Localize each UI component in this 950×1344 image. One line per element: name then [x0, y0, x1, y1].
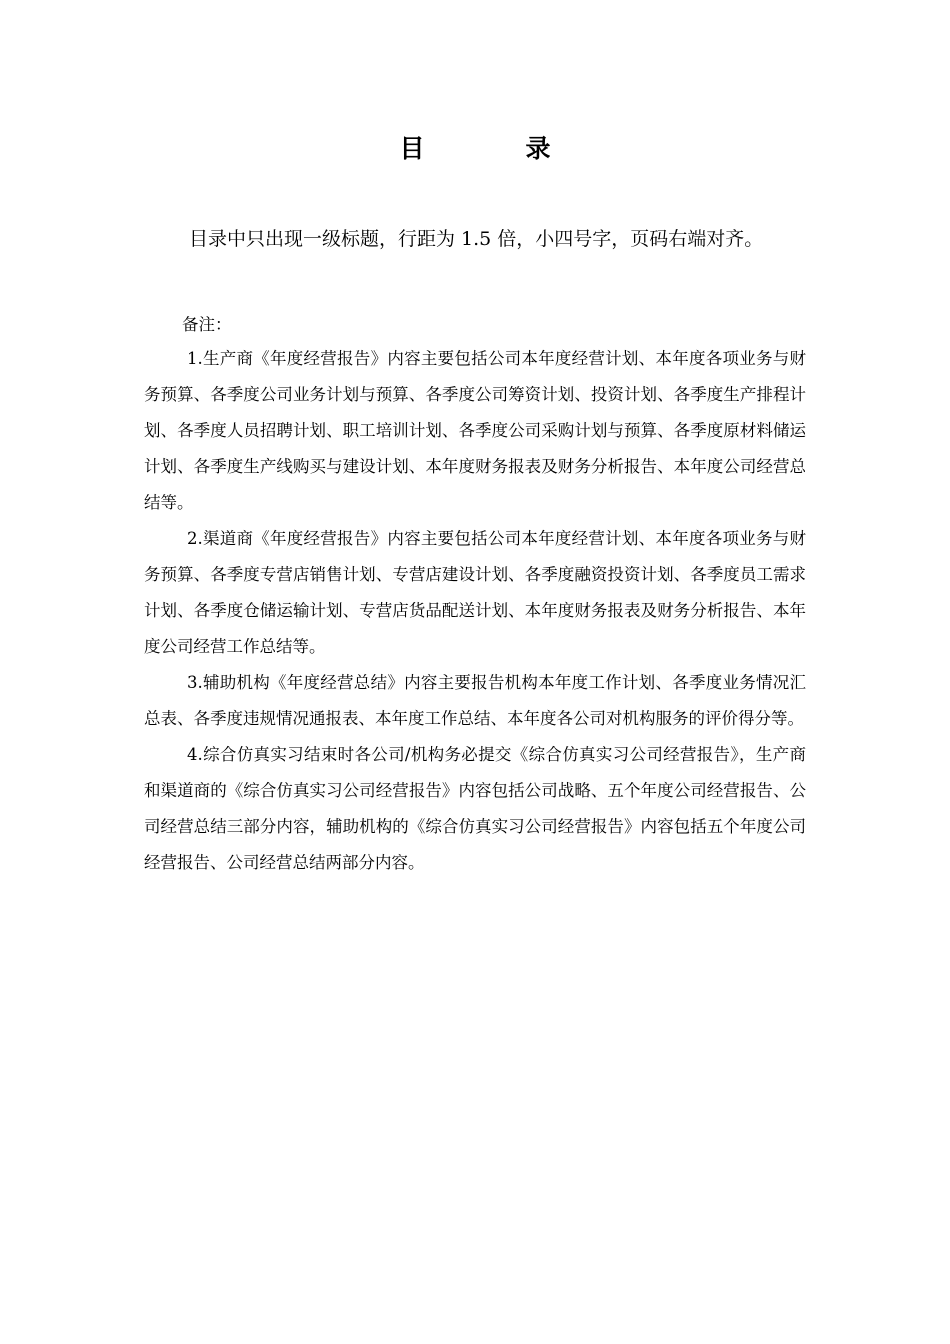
note-item-1: 1.生产商《年度经营报告》内容主要包括公司本年度经营计划、本年度各项业务与财务预算、各季度公司业务计划与预算、各季度公司筹资计划、投资计划、各季度生产排程计划、各季度人员招聘计划、职工培训计划、各季度公司采购计划与预算、各季度原材料储运计划、各季度生产线购买与建设计划、本年度财务报表及财务分析报告、本年度公司经营总结等。	[144, 349, 806, 512]
notes-list	[144, 341, 806, 881]
note-item-3: 3.辅助机构《年度经营总结》内容主要报告机构本年度工作计划、各季度业务情况汇总表、各季度违规情况通报表、本年度工作总结、本年度各公司对机构服务的评价得分等。	[144, 673, 806, 728]
note-item-2: 2.渠道商《年度经营报告》内容主要包括公司本年度经营计划、本年度各项业务与财务预算、各季度专营店销售计划、专营店建设计划、各季度融资投资计划、各季度员工需求计划、各季度仓储运输计划、专营店货品配送计划、本年度财务报表及财务分析报告、本年度公司经营工作总结等。	[144, 529, 806, 656]
note-label: 备注：	[182, 315, 232, 334]
intro-paragraph: 目录中只出现一级标题，行距为 1.5 倍，小四号字，页码右端对齐。	[189, 228, 764, 250]
note-item-4: 4.综合仿真实习结束时各公司/机构务必提交《综合仿真实习公司经营报告》，生产商和渠道商的《综合仿真实习公司经营报告》内容包括公司战略、五个年度公司经营报告、公司经营总结三部分内容，辅助机构的《综合仿真实习公司经营报告》内容包括五个年度公司经营报告、公司经营总结两部分内容。	[144, 745, 806, 872]
page-title: 目 录	[399, 134, 589, 163]
